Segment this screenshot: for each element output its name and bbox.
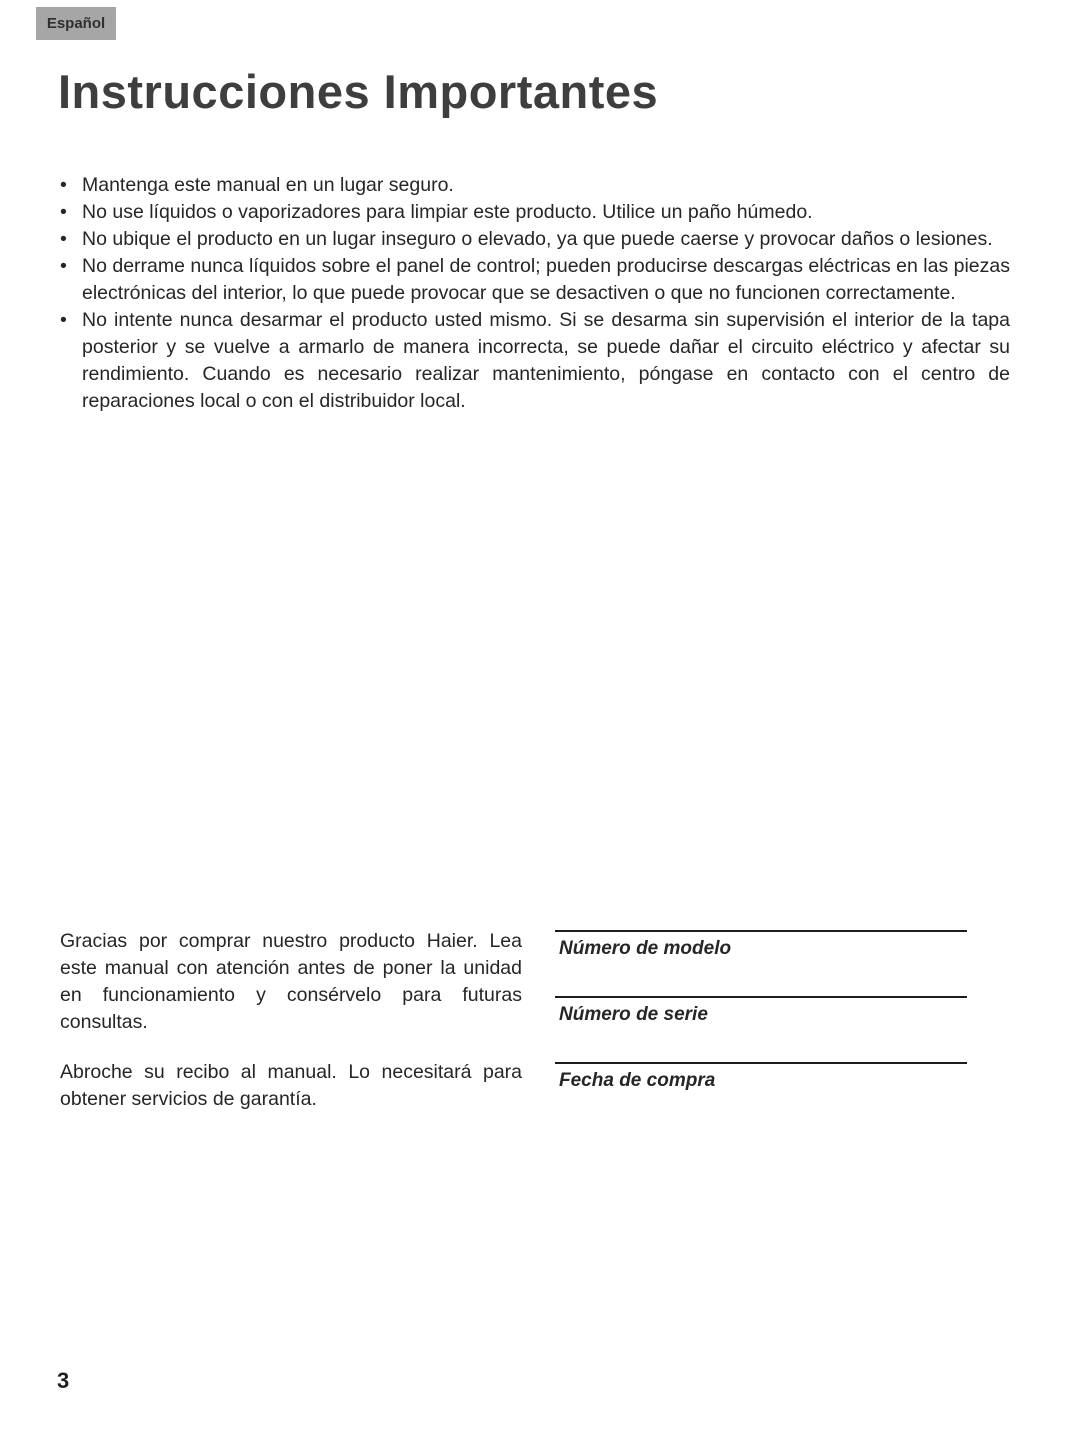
serial-number-field	[555, 996, 967, 1026]
list-item	[60, 226, 1010, 253]
bullet-icon: •	[60, 255, 67, 277]
instruction-list	[60, 172, 1010, 415]
bullet-text: No intente nunca desarmar el producto usted mismo. Si se desarma sin supervisión el interior de la tapa posterior y se vuelve a armarlo de manera incorrecta, se puede dañar el circuito eléctrico y afectar su rendimiento. Cuando es necesario realizar mantenimiento, póngase en contacto con el centro de reparaciones local o con el distribuidor local.	[82, 309, 1010, 412]
bullet-icon: •	[60, 201, 67, 223]
thanks-paragraphs	[60, 928, 522, 1113]
language-tab: Español	[36, 7, 116, 40]
page-number: 3	[57, 1368, 70, 1393]
bullet-text: No use líquidos o vaporizadores para limpiar este producto. Utilice un paño húmedo.	[82, 201, 813, 223]
list-item	[60, 253, 1010, 307]
fill-in-line	[555, 930, 967, 932]
model-number-field	[555, 930, 967, 960]
bullet-icon: •	[60, 174, 67, 196]
field-label: Número de serie	[559, 1004, 708, 1025]
fill-in-line	[555, 996, 967, 998]
list-item	[60, 172, 1010, 199]
bullet-icon: •	[60, 309, 67, 331]
field-label: Fecha de compra	[559, 1070, 716, 1091]
field-label: Número de modelo	[559, 938, 732, 959]
thanks-paragraph: Gracias por comprar nuestro producto Haier. Lea este manual con atención antes de poner la unidad en funcionamiento y consérvelo para futuras consultas.	[60, 930, 522, 1033]
list-item	[60, 199, 1010, 226]
bullet-text: No derrame nunca líquidos sobre el panel de control; pueden producirse descargas eléctricas en las piezas electrónicas del interior, lo que puede provocar que se desactiven o que no funcionen correctamente.	[82, 255, 1010, 304]
purchase-date-field	[555, 1062, 967, 1092]
purchase-record-form	[555, 930, 967, 1128]
receipt-paragraph: Abroche su recibo al manual. Lo necesitará para obtener servicios de garantía.	[60, 1061, 522, 1110]
bullet-text: Mantenga este manual en un lugar seguro.	[82, 174, 454, 196]
bullet-text: No ubique el producto en un lugar inseguro o elevado, ya que puede caerse y provocar daños o lesiones.	[82, 228, 993, 250]
page-title: Instrucciones Importantes	[58, 65, 659, 118]
fill-in-line	[555, 1062, 967, 1064]
bullet-icon: •	[60, 228, 67, 250]
list-item	[60, 307, 1010, 415]
